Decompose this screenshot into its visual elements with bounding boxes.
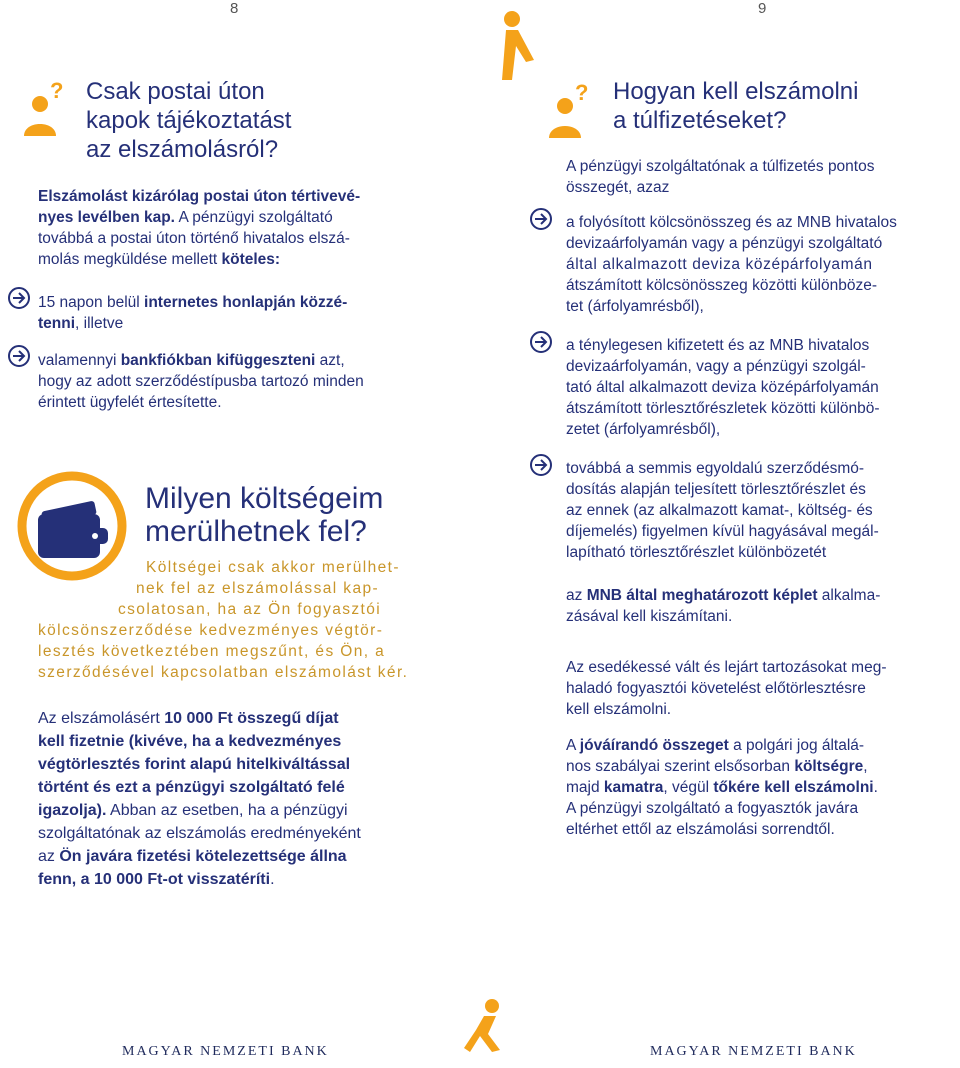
- cost-title: [145, 482, 383, 548]
- intro-paragraph: A pénzügyi szolgáltatónak a túlfizetés pontos összegét, azaz: [566, 158, 875, 196]
- bullet-unilateral-diff: továbbá a semmis egyoldalú szerződésmó- dosítás alapján teljesített törlesztőrészlet és az ennek (az alkalmazott kamat-, költség- és díjemelés) figyelmen kívül hagyásával megál- lapítható törlesztőrészlet különbözetét: [566, 460, 879, 561]
- cost-gold-paragraph: Költségei csak akkor merülhet- nek fel az elszámolással kap- csolatosan, ha az Ön fogyasztói kölcsönszerződése kedvezményes végtör- lesztés következtében megszűnt, és Ön, a szerződésével kapcsolatban elszámolást kér.: [38, 559, 409, 681]
- title-line: Milyen költségeim: [145, 482, 384, 515]
- page-number: 8: [230, 0, 239, 17]
- due-paragraph: Az esedékessé vált és lejárt tartozásokat meg- haladó fogyasztói követelést előtörlesztésre kell elszámolni.: [566, 659, 887, 718]
- arrow-icon: [530, 454, 552, 476]
- bullet-website: 15 napon belül internetes honlapján közzé- tenni, illetve: [38, 294, 348, 332]
- figure-logo-icon: [498, 10, 542, 84]
- bullet-branches: valamennyi bankfiókban kifüggeszteni azt, hogy az adott szerződéstípusba tartozó minden érintett ügyfelét értesítette.: [38, 352, 364, 411]
- svg-text:?: ?: [575, 80, 589, 105]
- title-line: Csak postai úton: [86, 78, 265, 105]
- title-line: kapok tájékoztatást: [86, 107, 292, 134]
- arrow-icon: [8, 345, 30, 367]
- title-line: Hogyan kell elszámolni: [613, 78, 859, 105]
- title-line: merülhetnek fel?: [145, 515, 367, 548]
- title-line: az elszámolásról?: [86, 136, 279, 163]
- arrow-icon: [530, 331, 552, 353]
- bullet-loan-diff: a folyósított kölcsönösszeg és az MNB hivatalos devizaárfolyamán vagy a pénzügyi szolgáltató által alkalmazott deviza középárfolyamán átszámított kölcsönösszeg közötti különbözе- tet (árfolyamrésből),: [566, 214, 897, 315]
- intro-paragraph: Elszámolást kizárólag postai úton tértivevé- nyes levélben kap. A pénzügyi szolgáltató továbbá a postai úton történő hivatalos elszá- molás megküldése mellett köteles:: [38, 188, 361, 268]
- bullet-repayment-diff: a ténylegesen kifizetett és az MNB hivatalos devizaárfolyamán, vagy a pénzügyi szolgál- tató által alkalmazott deviza középárfolyamán átszámított törlesztőrészletek közötti különbö- zetet (árfolyamrésből),: [566, 337, 880, 438]
- question-person-icon: [10, 78, 82, 140]
- question-title: [86, 77, 291, 164]
- arrow-icon: [530, 208, 552, 230]
- figure-logo-icon: [462, 998, 506, 1054]
- page-number: 9: [758, 0, 767, 17]
- arrow-icon: [8, 287, 30, 309]
- question-title: [613, 77, 858, 135]
- title-line: a túlfizetéseket?: [613, 107, 787, 134]
- credit-order-paragraph: A jóváírandó összeget a polgári jog általá- nos szabályai szerint elsősorban költségre, majd kamatra, végül tőkére kell elszámolni. A pénzügyi szolgáltató a fogyasztók javára eltérhet ettől az elszámolási sorrendtől.: [566, 737, 878, 838]
- footer-bank-name: MAGYAR NEMZETI BANK: [122, 1044, 329, 1059]
- question-person-icon: [535, 80, 607, 142]
- fee-paragraph: Az elszámolásért 10 000 Ft összegű díjat kell fizetnie (kivéve, ha a kedvezményes végtörlesztés forint alapú hitelkiváltással történt és ezt a pénzügyi szolgáltató felé igazolja). Abban az esetben, ha a pénzügyi szolgáltatónak az elszámolás eredményeként az Ön javára fizetési kötelezettsége állna fenn, a 10 000 Ft-ot visszatéríti.: [38, 710, 361, 888]
- right-page: [480, 0, 960, 1068]
- mnb-formula-paragraph: az MNB által meghatározott képlet alkalma- zásával kell kiszámítani.: [566, 587, 881, 625]
- footer-bank-name: MAGYAR NEMZETI BANK: [650, 1044, 857, 1059]
- svg-text:?: ?: [50, 78, 64, 103]
